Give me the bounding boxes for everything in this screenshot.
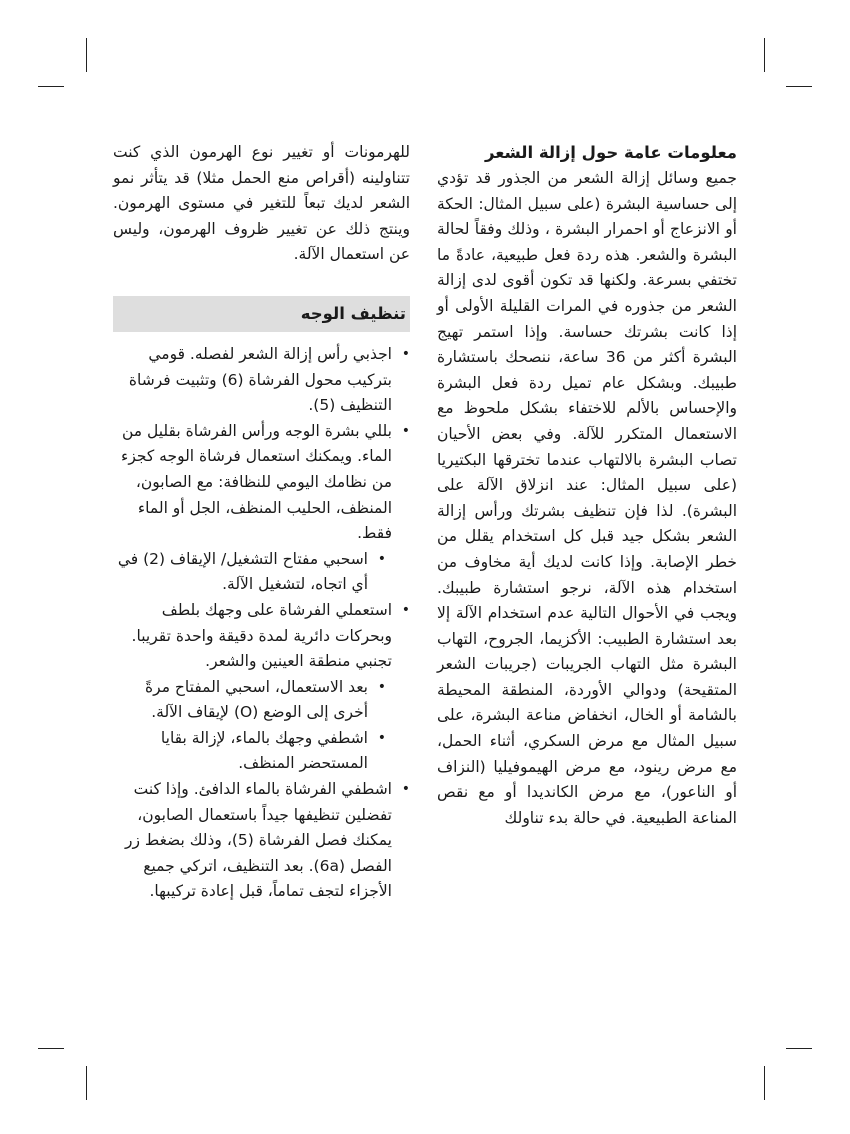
- crop-mark-bottom-left-vertical: [86, 1066, 87, 1100]
- crop-mark-top-left-vertical: [86, 38, 87, 72]
- step-item: • اجذبي رأس إزالة الشعر لفصله. قومي بتركيب محول الفرشاة (6) وتثبيت فرشاة التنظيف (5).: [113, 342, 410, 419]
- crop-mark-bottom-right-horizontal: [786, 1048, 812, 1049]
- step-item: • اسحبي مفتاح التشغيل/ الإيقاف (2) في أي اتجاه، لتشغيل الآلة.: [113, 547, 386, 598]
- hormone-continuation-paragraph: للهرمونات أو تغيير نوع الهرمون الذي كنت تتناولينه (أقراص منع الحمل مثلا) قد يتأثر نمو الشعر لديك تبعاً للتغير في مستوى الهرمون. وينتج ذلك عن تغيير ظروف الهرمون، وليس عن استعمال الآلة.: [113, 143, 410, 264]
- face-cleansing-heading-bar: [113, 296, 410, 332]
- crop-mark-top-left-horizontal: [38, 86, 64, 87]
- crop-mark-top-right-horizontal: [786, 86, 812, 87]
- section-title-hair-removal-info: معلومات عامة حول إزالة الشعر: [484, 143, 737, 162]
- crop-mark-bottom-left-horizontal: [38, 1048, 64, 1049]
- step-item: • بللي بشرة الوجه ورأس الفرشاة بقليل من الماء. ويمكنك استعمال فرشاة الوجه كجزء من نظامك اليومي للنظافة: مع الصابون، المنظف، الحليب المنظف، الجل أو الماء فقط.: [113, 419, 410, 547]
- crop-mark-bottom-right-vertical: [764, 1066, 765, 1100]
- crop-mark-top-right-vertical: [764, 38, 765, 72]
- face-cleansing-heading: تنظيف الوجه: [300, 304, 406, 324]
- hair-removal-info-body: جميع وسائل إزالة الشعر من الجذور قد تؤدي إلى حساسية البشرة (على سبيل المثال: الحكة أو الانزعاج أو احمرار البشرة ، وذلك وفقاً لحالة البشرة والشعر. هذه ردة فعل طبيعية، عادةً ما تختفي بسرعة. ولكنها قد تكون أقوى لدى إزالة الشعر من جذوره في المرات القليلة الأولى أو إذا كانت بشرتك حساسة. وإذا استمر تهيج البشرة أكثر من 36 ساعة، ننصحك باستشارة طبيبك. وبشكل عام تميل ردة فعل البشرة والإحساس بالألم للاختفاء بشكل ملحوظ مع الاستعمال المتكرر للآلة. وفي بعض الأحيان تصاب البشرة بالالتهاب عندما تخترقها البكتيريا (على سبيل المثال: عند انزلاق الآلة على البشرة). لذا فإن تنظيف بشرتك ورأس إزالة الشعر بشكل جيد قبل كل استخدام يقلل من خطر الإصابة. وإذا كانت لديك أية مخاوف من استخدام هذه الآلة، نرجو استشارة طبيبك. ويجب في الأحوال التالية عدم استخدام الآلة إلا بعد استشارة الطبيب: الأكزيما، الجروح، التهاب البشرة مثل التهاب الجريبات (جريبات الشعر المتقيحة) ودوالي الأوردة، المنطقة المحيطة بالشامة أو الخال، انخفاض مناعة البشرة، على سبيل المثال مع مرض السكري، أثناء الحمل، مع مرض رينود، مع مرض الهيموفيليا (النزاف أو الناعور)، مع مرض الكانديدا أو مع نقص المناعة الطبيعية. في حالة بدء تناولك: [437, 169, 737, 827]
- step-item: • اشطفي وجهك بالماء، لإزالة بقايا المستحضر المنظف.: [113, 726, 386, 777]
- step-item: • استعملي الفرشاة على وجهك بلطف وبحركات دائرية لمدة دقيقة واحدة تقريبا. تجنبي منطقة العينين والشعر.: [113, 598, 410, 675]
- face-cleansing-steps: [113, 342, 410, 905]
- step-item: • اشطفي الفرشاة بالماء الدافئ. وإذا كنت تفضلين تنظيفها جيداً باستعمال الصابون، يمكنك فصل الفرشاة (5)، وذلك بضغط زر الفصل (6a). بعد التنظيف، اتركي جميع الأجزاء لتجف تماماً، قبل إعادة تركيبها.: [113, 777, 410, 905]
- left-column: [113, 140, 410, 905]
- step-item: • بعد الاستعمال، اسحبي المفتاح مرةً أخرى إلى الوضع (O) لإيقاف الآلة.: [113, 675, 386, 726]
- right-column: [437, 140, 737, 831]
